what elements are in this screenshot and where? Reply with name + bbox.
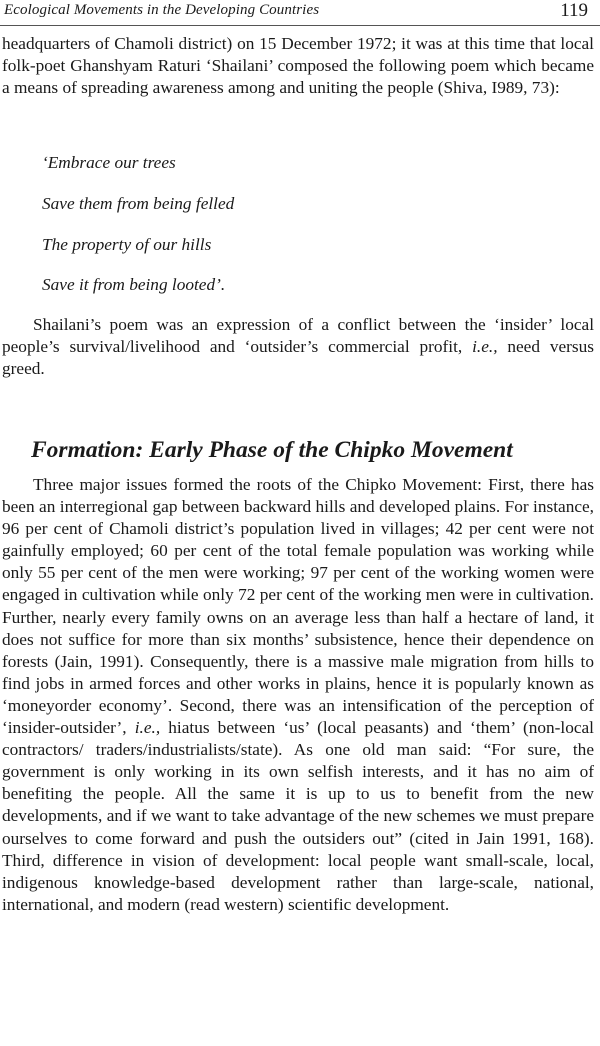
body-text: Three major issues formed the roots of the Chipko Movement: First, there has been an interregional gap between backward hills and developed plains. For instance, 96 per cent of Chamoli district’s population lived in villages; 42 per cent were not gainfully employed; 60 per cent of the total female population was working while only 55 per cent of the men were working; 97 per cent of the working women were engaged in cultivation while only 72 per cent of the working men were in cultivation. Further, nearly every family owns on an average less than half a hectare of land, it does not suffice for more than six months’ subsistence, hence their dependence on forests (Jain, 1991). Consequently, there is a massive male migration from hills to find jobs in armed forces and other works in plains, hence it is popularly known as ‘moneyorder economy’. Second, there was an intensification of the perception of ‘insider-outsider’, (2, 475, 594, 738)
poem-line: The property of our hills (42, 234, 212, 254)
commentary-text-end: need versus greed. (2, 337, 594, 379)
poem-line: Save them from being felled (42, 193, 235, 213)
abbreviation-ie: i.e., (134, 718, 161, 738)
body-paragraph (2, 474, 594, 916)
commentary-paragraph (2, 314, 594, 380)
poem-line: Save it from being looted’. (42, 275, 226, 295)
abbreviation-ie: i.e., (472, 337, 498, 357)
body-text-end: hiatus between ‘us’ (local peasants) and ‘them’ (non-local contractors/ traders/industrialists/state). As one old man said: “For sure, the government is only working in its own selfish interests, and it has no aim of benefiting the people. All the same it is up to us to benefit from the new developments, and if we want to take advantage of the new schemes we must prepare ourselves to come forward and push the outsiders out” (cited in Jain 1991, 168). Third, difference in vision of development: local people want small-scale, local, indigenous knowledge-based development rather than large-scale, national, international, and modern (read western) scientific development. (2, 718, 594, 914)
page-number: 119 (560, 0, 588, 21)
poem-line: ‘Embrace our trees (42, 153, 176, 172)
header-rule (0, 25, 600, 26)
running-head-title: Ecological Movements in the Developing Countries (4, 2, 320, 18)
commentary-text: Shailani’s poem was an expression of a conflict between the ‘insider’ local people’s survival/livelihood and ‘outsider’s commercial profit, (2, 315, 594, 357)
section-heading: Formation: Early Phase of the Chipko Movement (31, 437, 513, 463)
intro-paragraph: headquarters of Chamoli district) on 15 December 1972; it was at this time that local folk-poet Ghanshyam Raturi ‘Shailani’ composed the following poem which became a means of spreading awareness among and uniting the people (Shiva, I989, 73): (2, 34, 594, 98)
poem-block (42, 152, 582, 315)
